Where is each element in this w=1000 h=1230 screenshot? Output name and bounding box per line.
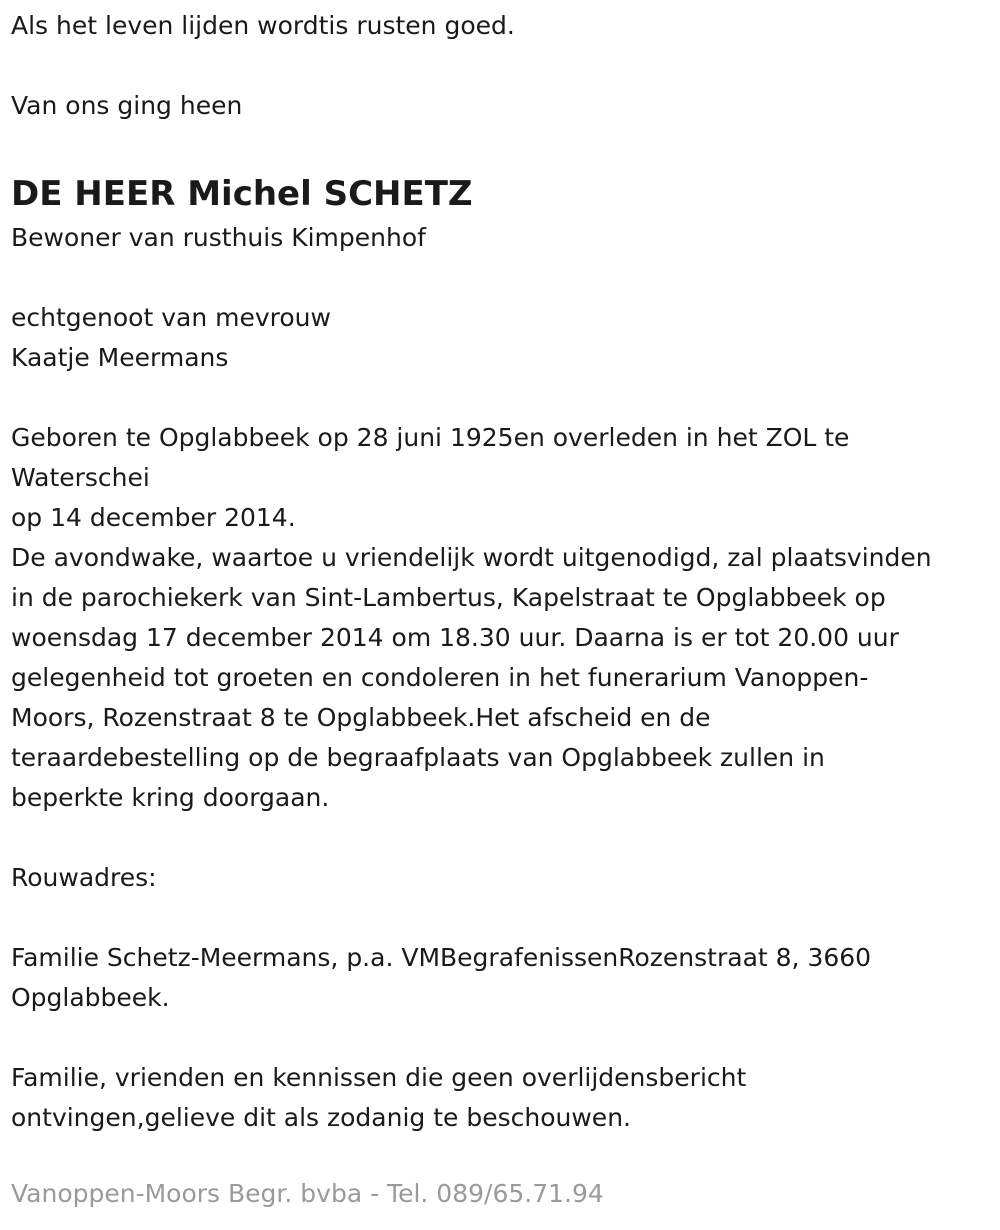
spacer — [11, 1018, 991, 1058]
ceremony-line-4: gelegenheid tot groeten en condoleren in het funerarium Vanoppen- — [11, 663, 869, 692]
spacer — [11, 46, 991, 86]
ceremony-line-7: beperkte kring doorgaan. — [11, 783, 330, 812]
spouse-line-1: echtgenoot van mevrouw — [11, 303, 331, 332]
spouse-line-2: Kaatje Meermans — [11, 343, 229, 372]
spacer — [11, 378, 991, 418]
death-notice — [11, 6, 991, 1138]
death-date-line: op 14 december 2014. — [11, 503, 296, 532]
spacer — [11, 258, 991, 298]
residence-text: Bewoner van rusthuis Kimpenhof — [11, 223, 426, 252]
birth-line-1: Geboren te Opglabbeek op 28 juni 1925en overleden in het ZOL te — [11, 423, 850, 452]
birth-line-2: Waterschei — [11, 463, 150, 492]
ceremony-line-3: woensdag 17 december 2014 om 18.30 uur. Daarna is er tot 20.00 uur — [11, 623, 899, 652]
intro-text: Van ons ging heen — [11, 91, 243, 120]
spacer — [11, 818, 991, 858]
spacer — [11, 898, 991, 938]
address-line-1: Familie Schetz-Meermans, p.a. VMBegrafenissenRozenstraat 8, 3660 — [11, 943, 872, 972]
ceremony-line-2: in de parochiekerk van Sint-Lambertus, Kapelstraat te Opglabbeek op — [11, 583, 886, 612]
address-label: Rouwadres: — [11, 863, 157, 892]
closing-line-2: ontvingen,gelieve dit als zodanig te beschouwen. — [11, 1103, 631, 1132]
ceremony-line-6: teraardebestelling op de begraafplaats van Opglabbeek zullen in — [11, 743, 825, 772]
spacer — [11, 126, 991, 166]
funeral-home-footer: Vanoppen-Moors Begr. bvba - Tel. 089/65.71.94 — [11, 1179, 604, 1208]
closing-line-1: Familie, vrienden en kennissen die geen overlijdensbericht — [11, 1063, 747, 1092]
deceased-name: DE HEER Michel SCHETZ — [11, 174, 473, 214]
address-line-2: Opglabbeek. — [11, 983, 170, 1012]
ceremony-line-5: Moors, Rozenstraat 8 te Opglabbeek.Het afscheid en de — [11, 703, 711, 732]
motto: Als het leven lijden wordtis rusten goed. — [11, 11, 515, 40]
ceremony-line-1: De avondwake, waartoe u vriendelijk wordt uitgenodigd, zal plaatsvinden — [11, 543, 932, 572]
